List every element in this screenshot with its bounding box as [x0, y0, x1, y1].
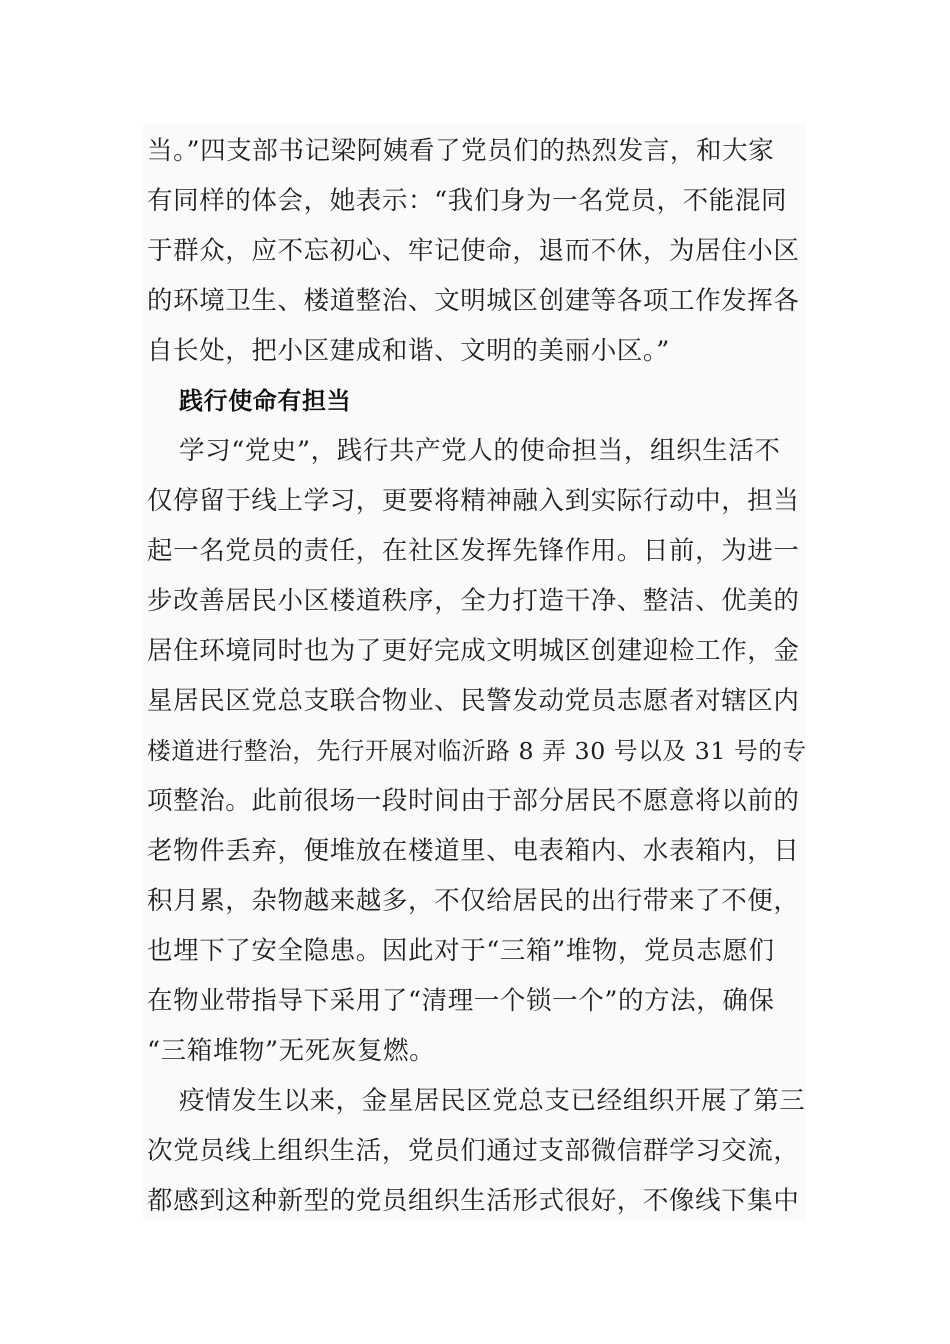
paragraph-line: 步改善居民小区楼道秩序，全力打造干净、整洁、优美的 — [147, 586, 800, 616]
paragraph-line: 项整治。此前很场一段时间由于部分居民不愿意将以前的 — [147, 786, 800, 816]
paragraph-line: 有同样的体会，她表示：“我们身为一名党员，不能混同 — [147, 186, 788, 216]
paragraph-line: 老物件丢弃，便堆放在楼道里、电表箱内、水表箱内，日 — [147, 836, 800, 866]
paragraph-line: 星居民区党总支联合物业、民警发动党员志愿者对辖区内 — [147, 686, 800, 716]
paragraph-line: 在物业带指导下采用了“清理一个锁一个”的方法，确保 — [147, 986, 775, 1016]
paragraph-line: 居住环境同时也为了更好完成文明城区创建迎检工作，金 — [147, 636, 800, 666]
paragraph-line: 的环境卫生、楼道整治、文明城区创建等各项工作发挥各 — [147, 286, 800, 316]
paragraph-line: 于群众，应不忘初心、牢记使命，退而不休，为居住小区 — [147, 236, 800, 266]
paragraph-line: 当。”四支部书记梁阿姨看了党员们的热烈发言，和大家 — [147, 136, 775, 166]
paragraph-line: 疫情发生以来，金星居民区党总支已经组织开展了第三 — [179, 1086, 806, 1116]
paragraph-line: 楼道进行整治，先行开展对临沂路 8 弄 30 号以及 31 号的专 — [147, 737, 807, 765]
paragraph-line: 次党员线上组织生活，党员们通过支部微信群学习交流， — [147, 1136, 800, 1166]
paragraph-line: 自长处，把小区建成和谐、文明的美丽小区。” — [147, 336, 670, 366]
paragraph-line: 仅停留于线上学习，更要将精神融入到实际行动中，担当 — [147, 486, 800, 516]
paragraph-line: 都感到这种新型的党员组织生活形式很好，不像线下集中 — [147, 1186, 800, 1216]
paragraph-line: “三箱堆物”无死灰复燃。 — [147, 1036, 436, 1066]
paragraph-line: 也埋下了安全隐患。因此对于“三箱”堆物，党员志愿们 — [147, 936, 775, 966]
paragraph-line: 积月累，杂物越来越多，不仅给居民的出行带来了不便， — [147, 886, 800, 916]
paragraph-line: 学习“党史”，践行共产党人的使命担当，组织生活不 — [179, 436, 781, 466]
section-heading: 践行使命有担当 — [179, 387, 352, 415]
paragraph-line: 起一名党员的责任，在社区发挥先锋作用。日前，为进一 — [147, 536, 800, 566]
